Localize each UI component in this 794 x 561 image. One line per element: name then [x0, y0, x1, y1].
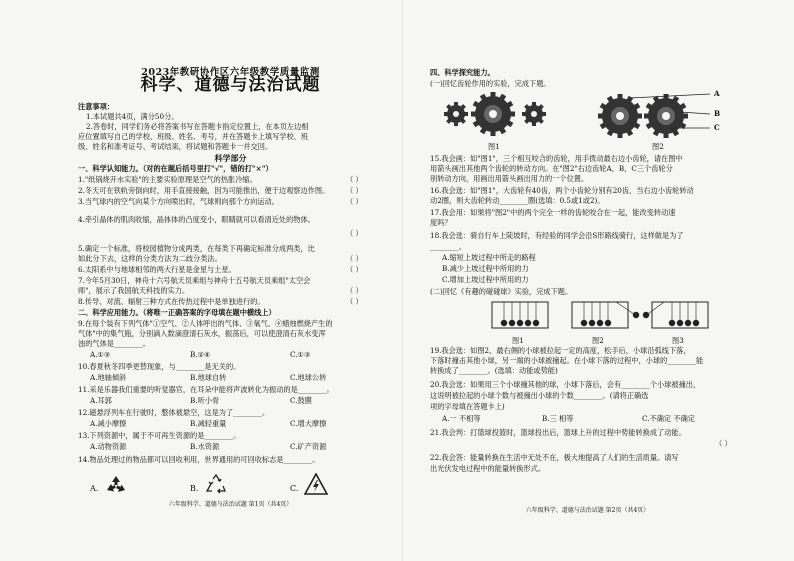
answer-paren[interactable]: （ ）	[346, 197, 363, 206]
note-line: 级、姓名和准考证号、考试结束，将试题和答题卡一并交回。	[78, 142, 273, 151]
option-b[interactable]: B.听小骨	[190, 396, 220, 405]
gear-figure-2	[590, 88, 720, 144]
question-22: 22.我会答：能量转换在生活中无处不在，极大地提高了人们的生活质量。请写	[430, 453, 679, 462]
notes-title: 注意事项：	[78, 102, 114, 111]
note-line: 1.本试题共4页，满分50分。	[86, 112, 179, 121]
question-19: 19.我会选：如图2，最右侧的小球被拉起一定的高度，松手后，小球沿弧线下落，	[430, 346, 691, 355]
question-4: 4.牵引晶体的肌肉收缩，晶体体的凸度变小，眼睛就可以看清近处的物体。	[78, 215, 315, 224]
page-footer: 六年级科学、道德与法治试题 第1页（共4页）	[168, 501, 293, 508]
answer-paren[interactable]: （ ）	[346, 265, 363, 274]
option-b[interactable]: B.三 相等	[542, 414, 574, 423]
subsection-intro: (一)回忆齿轮作用的实验，完成下题。	[430, 79, 551, 88]
question-1: 1."纸锅烧开水实验"的主要实验原理是空气的热胀冷缩。	[78, 175, 257, 184]
question-9-cont: 气体"中的集气瓶，分别滴入数滴澄清石灰水，振荡后，可以使澄清石灰水变浑	[78, 329, 326, 338]
question-21: 21.我会判：打篮球投篮时，篮球投出后，篮球上升的过程中势能转换成了动能。	[430, 428, 686, 437]
question-15-cont: 用箭头画出其他两个齿轮的转动方向。在"图2"右边齿轮A，B，C三个齿轮分	[430, 164, 673, 173]
option-c[interactable]: C.矿产资源	[290, 442, 327, 451]
question-20-cont: 项的字母填在答题卡上)	[430, 402, 505, 411]
answer-paren[interactable]: （ ）	[346, 175, 363, 184]
option-a[interactable]: A.一 不相等	[442, 414, 481, 423]
option-a[interactable]: A.减小摩擦	[90, 419, 127, 428]
answer-paren[interactable]: （ ）	[346, 186, 363, 195]
question-19-cont: 下落时撞击其他小球，另一端的小球被撞起。在小球下落的过程中，小球的________能	[430, 356, 704, 365]
option-c[interactable]: C.不确定 不确定	[642, 414, 695, 423]
question-11: 11.采是乐器我们重要的听觉器官，在耳朵中能将声波转化为振动的是________。	[78, 385, 334, 394]
question-18-cont: ________。	[430, 242, 466, 251]
answer-paren[interactable]: （ ）	[715, 439, 732, 448]
question-5-cont: 如此分下去，这样的分类方法为二歧分类法。	[78, 254, 222, 263]
pendulum-fig-2-label: 图2	[592, 336, 604, 345]
pendulum-balls-icon	[490, 300, 740, 334]
option-b[interactable]: B.减少上坡过程中所用的力	[442, 264, 529, 273]
question-17: 17.我会用：如果将"图2"中的两个完全一样的齿轮咬合在一起，能改变转动速	[430, 208, 676, 217]
question-6: 6.太阳系中与地球相邻的两大行星是金星与土星。	[78, 265, 236, 274]
option-b[interactable]: B.	[190, 484, 199, 493]
option-b[interactable]: B.水资源	[190, 442, 220, 451]
option-c[interactable]: C.增大摩擦	[290, 419, 327, 428]
figure-1-label: 图1	[488, 142, 500, 151]
pendulum-fig-3-label: 图3	[672, 336, 684, 345]
option-c[interactable]: C.鼓膜	[290, 396, 312, 405]
subsection-intro: (二)回忆《有趣的碰碰球》实验，完成下题。	[430, 287, 573, 296]
question-3: 3.当气球内的空气向某个方向喷出时，气球则向那个方向运动。	[78, 197, 279, 206]
question-16-cont: 动2圈，则大齿轮转动________圈(选填：0.5或1或2)。	[430, 196, 605, 205]
option-c[interactable]: C.增加上坡过程中所用的力	[442, 275, 529, 284]
option-c[interactable]: C.	[290, 484, 299, 493]
exam-header: 2023年教研协作区六年级教学质量监测	[141, 67, 320, 78]
section-4-title: 四、科学探究能力。	[430, 68, 495, 77]
question-10: 10.春夏秋冬四季更替现象，与________是无关的。	[78, 362, 241, 371]
question-7: 7.今年5月30日，神舟十六号航天员乘组与神舟十五号航天员乘组"太空会	[78, 276, 311, 285]
question-22-cont: 出光伏发电过程中的能量转换形式。	[430, 464, 546, 473]
high-voltage-icon	[304, 473, 328, 498]
option-a[interactable]: A.缩短上坡过程中所走的路程	[442, 253, 536, 262]
question-17-cont: 度吗？	[430, 218, 452, 227]
section-1-title: 一、科学认知能力。（对的在题后括号里打"√"，错的打"×"）	[78, 164, 273, 173]
option-b[interactable]: B.②④	[190, 350, 211, 359]
question-19-cont: 转换成了________。(选填：动能或势能)	[430, 366, 558, 375]
option-a[interactable]: A.耳郭	[90, 396, 112, 405]
gear-label-c: C	[714, 123, 720, 132]
gear-label-a: A	[714, 89, 720, 98]
question-18: 18.我会选：骑自行车上陡坡时，有经验的同学会沿S形路线骑行，这样做是为了	[430, 231, 684, 240]
page-divider	[402, 0, 403, 561]
question-7-cont: 师"，展示了我国航天科技的实力。	[78, 286, 190, 295]
question-9: 9.在每个装有下列气体"①空气、②人体呼出的气体、③氧气、④蜡烛燃烧产生的	[78, 319, 333, 328]
question-5: 5.确定一个标准，将校园植物分成两类，在每类下再确定标准分成两类，比	[78, 244, 315, 253]
question-15: 15.我会画：如"图1"，三个相互咬合的齿轮，用手拨动最右边小齿轮，请在图中	[430, 154, 683, 163]
option-b[interactable]: B.减轻重量	[190, 419, 227, 428]
section-2-title: 二、科学应用能力。（将唯一正确答案的字母填在题中横线上）	[78, 308, 276, 317]
recycle-outline-icon	[204, 473, 228, 500]
subject-title: 科学、道德与法治试题	[140, 75, 321, 95]
question-8: 8.传导、对流、辐射三种方式在传热过程中是单独进行的。	[78, 297, 265, 306]
question-20: 20.我会选：如果用三个小球撞其他的球，小球下落后，会有________个小球被撞出，	[430, 380, 701, 389]
option-a[interactable]: A.动物资源	[90, 442, 127, 451]
answer-paren[interactable]: （ ）	[346, 286, 363, 295]
question-20-cont: 这说明被拉起的小球个数与被撞出小球的个数________。(请将正确选	[430, 391, 649, 400]
note-line: 2.答卷时，同学们务必将答案书写在答题卡指定位置上，在本页左边相	[86, 122, 309, 131]
option-a[interactable]: A.地轴倾斜	[90, 373, 127, 382]
answer-paren[interactable]: （ ）	[346, 297, 363, 306]
option-c[interactable]: C.地球公转	[290, 373, 327, 382]
question-16: 16.我会选：如"图1"，大齿轮有40齿，两个小齿轮分别有20齿，当右边小齿轮转动	[430, 186, 694, 195]
option-b[interactable]: B.地球自转	[190, 373, 227, 382]
part-title: 科学部分	[214, 153, 247, 163]
figure-2-label: 图2	[652, 142, 664, 151]
question-9-cont: 浊的气体是________。	[78, 339, 150, 348]
question-12: 12.磁悬浮列车在行驶时，整体被悬空，这是为了________。	[78, 408, 270, 417]
question-13: 13.下列资源中，属于不可再生资源的是________。	[78, 431, 241, 440]
gear-figure-1	[438, 90, 558, 142]
answer-paren[interactable]: （ ）	[346, 254, 363, 263]
question-14: 14.物品处理过的物品都可以回收利用，世界通用的可回收标志是________。	[78, 455, 320, 464]
question-2: 2.冬天可在铁轨旁倒向时，用手直接接触，因为可能推出，便于边观察边作图。	[78, 186, 330, 195]
gear-label-b: B	[714, 109, 721, 118]
recycle-icon	[104, 473, 128, 500]
page-footer: 六年级科学、道德与法治试题 第2页（共4页）	[525, 507, 650, 514]
note-line: 应位置填写自己的学校、班级、姓名、考号，并在答题卡上填写学校、班	[78, 132, 309, 141]
option-c[interactable]: C.①③	[290, 350, 311, 359]
option-a[interactable]: A.①③	[90, 350, 111, 359]
answer-paren[interactable]: （ ）	[346, 229, 363, 238]
option-a[interactable]: A.	[90, 484, 99, 493]
pendulum-fig-1-label: 图1	[512, 336, 524, 345]
question-15-cont: 别转动方向，用画出用箭头画出用力的一个位置。	[430, 174, 589, 183]
